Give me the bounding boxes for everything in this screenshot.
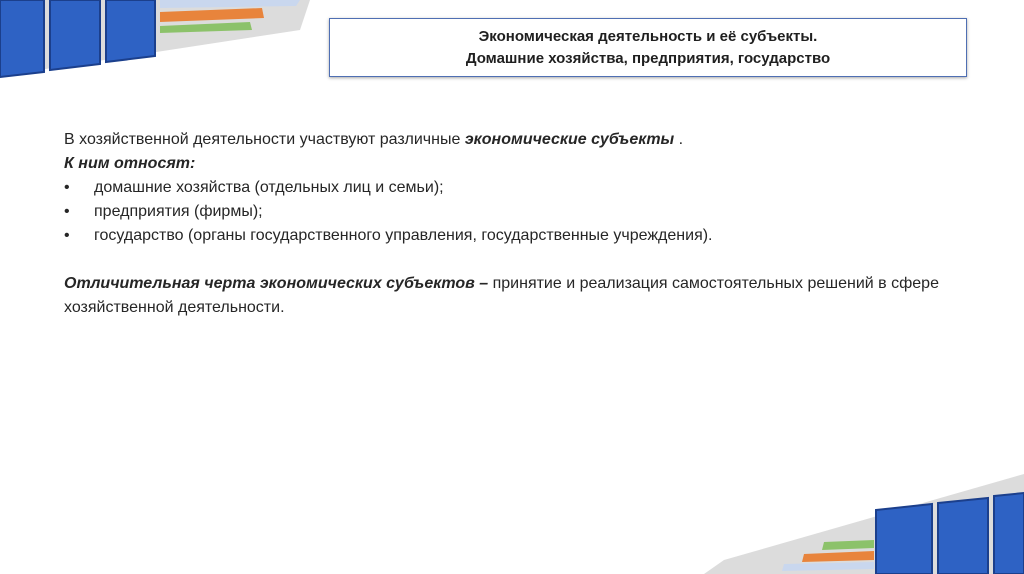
list-heading: К ним относят: [64, 155, 196, 172]
list-item [64, 200, 964, 224]
paragraph-spacer [64, 248, 964, 272]
deco-blue-panel-1 [876, 504, 932, 574]
decorative-stairs-top-left [0, 0, 310, 82]
slide-title-line-2: Домашние хозяйства, предприятия, государство [465, 49, 831, 67]
intro-term: экономические субъекты [464, 131, 675, 148]
deco-blue-panel-2 [938, 498, 988, 574]
list-item-text: предприятия (фирмы); [94, 203, 263, 220]
intro-paragraph [64, 128, 964, 152]
list-item-text: домашние хозяйства (отдельных лиц и семьи); [94, 179, 444, 196]
slide-body [64, 128, 964, 320]
bullet-marker: • [64, 179, 70, 196]
list-item-text: государство (органы государственного управления, государственные учреждения). [94, 227, 713, 244]
list-item [64, 224, 964, 248]
bullet-marker: • [64, 227, 70, 244]
deco-blue-panel-2 [50, 0, 100, 70]
feature-paragraph [64, 272, 964, 320]
bullet-marker: • [64, 203, 70, 220]
slide-title-line-1: Экономическая деятельность и её субъекты. [478, 27, 818, 45]
feature-text: принятие и реализация самостоятельных решений в сфере хозяйственной деятельности. [64, 275, 939, 316]
deco-blue-panel-3 [106, 0, 155, 62]
feature-term: Отличительная черта экономических субъектов – [64, 275, 489, 292]
deco-blue-panel-3 [994, 493, 1024, 574]
slide-title-box [329, 18, 967, 77]
intro-prefix: В хозяйственной деятельности участвуют различные [64, 131, 465, 148]
list-item [64, 176, 964, 200]
intro-suffix: . [674, 131, 684, 148]
deco-blue-panel-1 [0, 0, 44, 77]
decorative-stairs-bottom-right [704, 474, 1024, 574]
